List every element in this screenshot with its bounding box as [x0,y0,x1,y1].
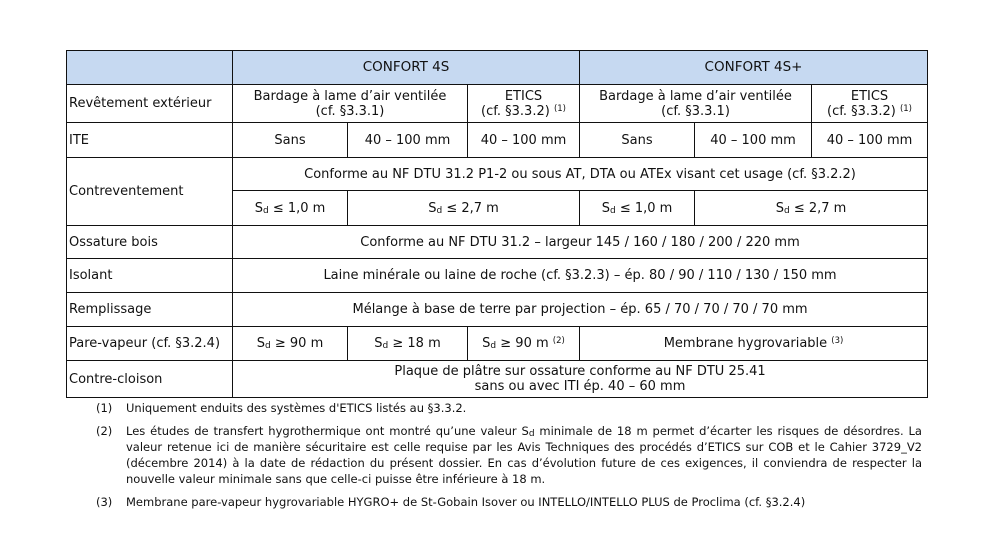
cell-line: (cf. §3.3.1) [315,103,385,119]
cell: 40 – 100 mm [468,123,580,158]
sd-sub: d [382,341,389,351]
sd-value: ≥ 90 m [500,336,549,351]
cell-sd [695,191,928,226]
cell-sd [580,191,695,226]
footnote-text [126,423,922,487]
row-label: Ossature bois [67,226,233,259]
footnote-number: (3) [96,495,113,509]
cell-sd [348,191,580,226]
row-ossature [67,226,928,259]
sd-sub: d [783,205,790,216]
footnote-ref: (2) [552,336,565,346]
footnote-text-part: Les études de transfert hygrothermique ont montré qu’une valeur S [126,424,529,438]
row-label: Remplissage [67,293,233,327]
cell-span: Conforme au NF DTU 31.2 – largeur 145 / 160 / 180 / 200 / 220 mm [233,226,928,259]
header-confort-4s: CONFORT 4S [233,51,580,85]
sd-symbol: S [374,336,383,351]
cell-etics-4s [468,85,580,123]
spec-table [66,50,928,398]
row-remplissage [67,293,928,327]
cell-line [816,104,923,119]
row-label: Revêtement extérieur [67,85,233,123]
sd-value: ≤ 2,7 m [446,200,499,216]
cell: Sans [233,123,348,158]
footnote-text: Membrane pare-vapeur hygrovariable HYGRO+ de St-Gobain Isover ou INTELLO/INTELLO PLUS de Proclima (cf. §3.2.4) [126,495,806,509]
cell: 40 – 100 mm [812,123,928,158]
row-label: Isolant [67,259,233,293]
cell-etics-4s-plus [812,85,928,123]
sd-value: ≥ 90 m [274,336,324,351]
sd-value: ≥ 18 m [392,336,441,351]
row-ite [67,123,928,158]
cell-line: ETICS [850,88,889,104]
header-confort-4s-plus: CONFORT 4S+ [580,51,928,85]
footnote-ref: (1) [553,103,566,114]
cell-sd [348,327,468,361]
sd-symbol: S [601,200,610,216]
row-label: ITE [67,123,233,158]
cell-sd [233,327,348,361]
ref-text: (cf. §3.3.2) [827,103,896,119]
cell: 40 – 100 mm [695,123,812,158]
cell-bardage-4s [233,85,468,123]
footnote-2 [96,423,922,487]
sd-symbol: S [428,200,437,216]
row-contre-cloison [67,361,928,398]
sd-sub: d [262,205,269,216]
sd-sub: d [609,205,616,216]
cell-sd [233,191,348,226]
footnote-text: Uniquement enduits des systèmes d'ETICS listés au §3.3.2. [126,401,467,415]
sd-symbol: S [254,200,263,216]
footnote-3 [96,494,922,510]
ref-text: (cf. §3.3.2) [481,103,550,119]
header-corner [67,51,233,85]
cell-line: sans ou avec ITI ép. 40 – 60 mm [474,379,686,394]
sd-value: ≤ 2,7 m [793,200,847,216]
row-label: Contre-cloison [67,361,233,398]
footnotes [96,400,922,517]
sd-symbol: S [482,336,491,351]
cell-bardage-4s-plus [580,85,812,123]
cell-line: ETICS [504,88,543,104]
footnote-text-part: minimale de 18 m permet d’écarter les risques de désordres. La valeur retenue ici de manière sécuritaire est celle requise par les Avis Techniques des procédés d’ETICS sur COB et le Cahier 3729_V2 (décembre 2014) à la date de rédaction du présent dossier. En cas d’évolution future de ces exigences, il conviendra de respecter la nouvelle valeur minimale sans que celle-ci puisse être inférieure à 18 m. [126,424,922,486]
cell-span: Conforme au NF DTU 31.2 P1-2 ou sous AT, DTA ou ATEx visant cet usage (cf. §3.2.2) [233,158,928,191]
footnote-1 [96,400,922,416]
cell: 40 – 100 mm [348,123,468,158]
row-isolant [67,259,928,293]
header-row [67,51,928,85]
cell-line: Bardage à lame d’air ventilée [599,88,792,104]
row-revetement [67,85,928,123]
cell-span: Mélange à base de terre par projection – ép. 65 / 70 / 70 / 70 / 70 mm [233,293,928,327]
cell-line [472,104,575,119]
sd-sub: d [265,341,271,351]
sd-sub: d [490,341,497,351]
footnote-ref: (3) [831,336,844,346]
membrane-text: Membrane hygrovariable [663,336,828,351]
cell: Sans [580,123,695,158]
sd-symbol: S [775,200,784,216]
cell-membrane [580,327,928,361]
sd-value: ≤ 1,0 m [619,200,673,216]
cell-line: Plaque de plâtre sur ossature conforme au NF DTU 25.41 [394,364,766,379]
row-label: Contreventement [67,158,233,226]
row-label: Pare-vapeur (cf. §3.2.4) [67,327,233,361]
cell-span [233,361,928,398]
sd-sub: d [528,429,535,439]
cell-line: Bardage à lame d’air ventilée [253,88,447,104]
footnote-ref: (1) [899,103,912,114]
sd-value: ≤ 1,0 m [272,200,326,216]
sd-symbol: S [256,336,266,351]
footnote-number: (1) [96,401,113,415]
cell-line: (cf. §3.3.1) [661,103,730,119]
footnote-number: (2) [96,424,113,438]
row-pare-vapeur [67,327,928,361]
cell-sd [468,327,580,361]
cell-span: Laine minérale ou laine de roche (cf. §3.2.3) – ép. 80 / 90 / 110 / 130 / 150 mm [233,259,928,293]
sd-sub: d [436,205,443,216]
row-contreventement-a [67,158,928,191]
